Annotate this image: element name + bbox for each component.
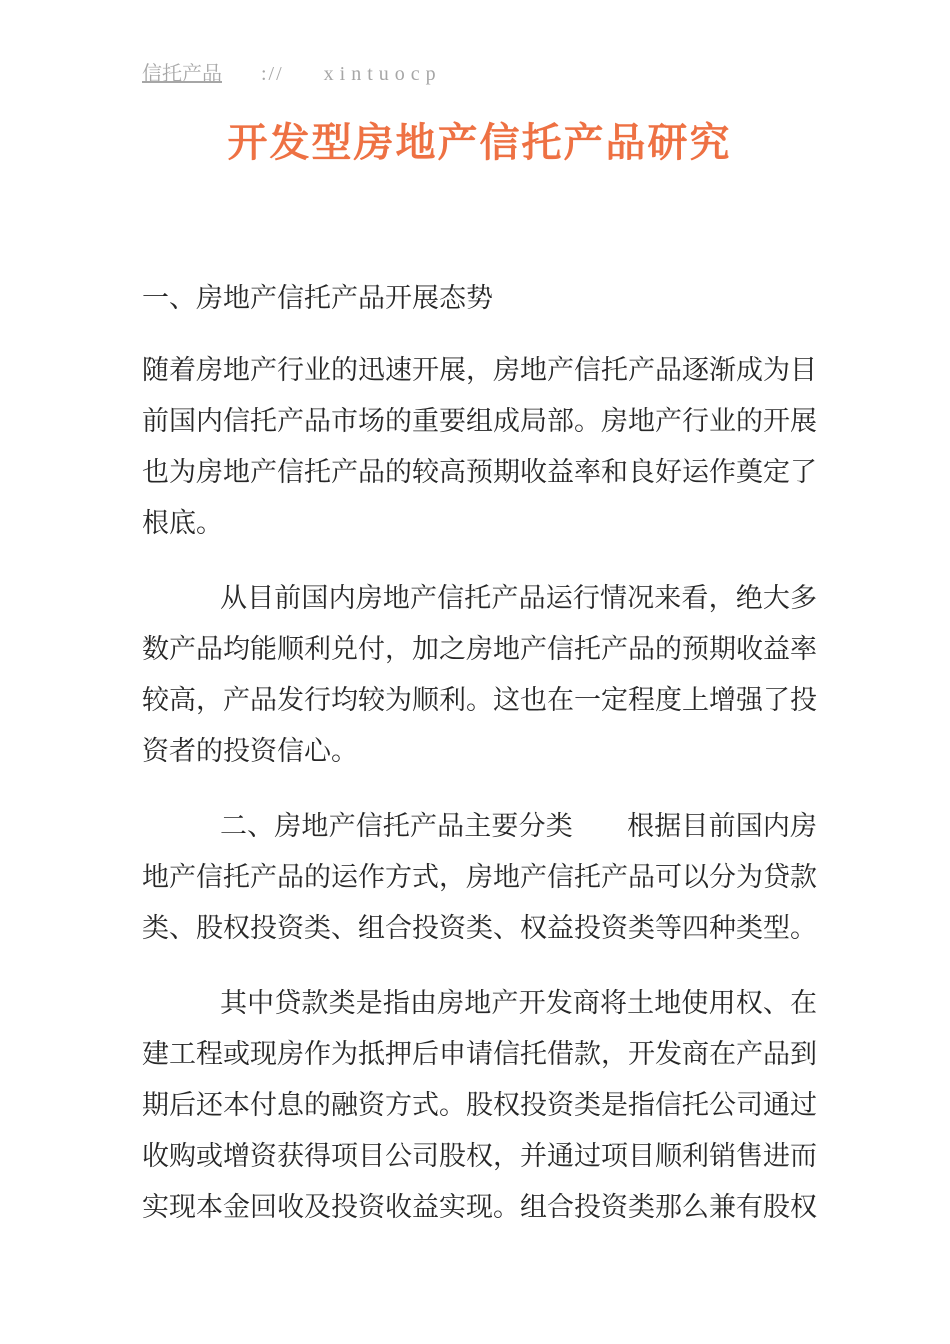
paragraph-2: 从目前国内房地产信托产品运行情况来看，绝大多数产品均能顺利兑付，加之房地产信托产品的预期收益率较高，产品发行均较为顺利。这也在一定程度上增强了投资者的投资信心。 (142, 583, 817, 766)
header-separator: :// (261, 63, 284, 85)
paragraph-3-with-section-heading-2: 二、房地产信托产品主要分类 根据目前国内房地产信托产品的运作方式，房地产信托产品可以分为贷款类、股权投资类、组合投资类、权益投资类等四种类型。 (142, 811, 817, 943)
header-brand-link[interactable]: 信托产品 (142, 63, 222, 85)
paragraph-1: 随着房地产行业的迅速开展，房地产信托产品逐渐成为目前国内信托产品市场的重要组成局部。房地产行业的开展也为房地产信托产品的较高预期收益率和良好运作奠定了根底。 (142, 355, 817, 538)
document-body (142, 273, 817, 1233)
header-site-name: xintuocp (323, 63, 442, 85)
page-title: 开发型房地产信托产品研究 (227, 120, 732, 165)
section-heading-1: 一、房地产信托产品开展态势 (142, 283, 493, 313)
document-header (142, 60, 817, 88)
paragraph-4: 其中贷款类是指由房地产开发商将土地使用权、在建工程或现房作为抵押后申请信托借款，开发商在产品到期后还本付息的融资方式。股权投资类是指信托公司通过收购或增资获得项目公司股权，并通过项目顺利销售进而实现本金回收及投资收益实现。组合投资类那么兼有股权 (142, 988, 817, 1222)
